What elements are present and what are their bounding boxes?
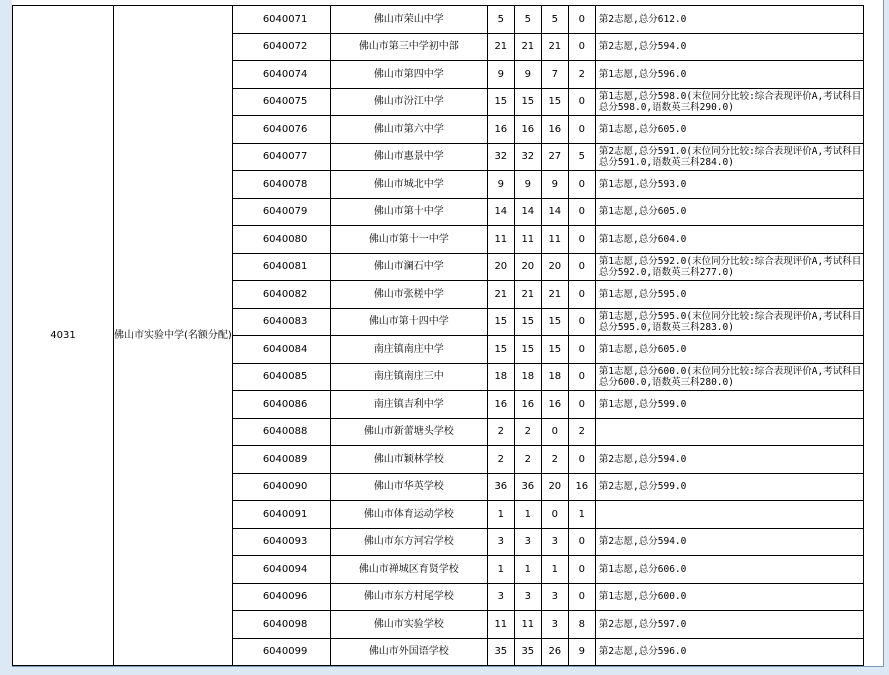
quota-cell: 2: [487, 418, 514, 446]
quota-cell: 1: [487, 501, 514, 529]
planned-cell: 2: [514, 446, 541, 474]
source-school-code-cell: 6040098: [232, 611, 330, 639]
remaining-cell: 0: [568, 226, 595, 254]
quota-cell: 9: [487, 171, 514, 199]
remaining-cell: 0: [568, 363, 595, 391]
quota-cell: 16: [487, 116, 514, 144]
admitted-cell: 1: [541, 556, 568, 584]
document-page: [12, 0, 884, 667]
source-school-code-cell: 6040083: [232, 308, 330, 336]
admitted-cell: 15: [541, 88, 568, 116]
quota-cell: 32: [487, 143, 514, 171]
admitted-cell: 26: [541, 638, 568, 666]
remaining-cell: 0: [568, 336, 595, 364]
remaining-cell: 0: [568, 198, 595, 226]
district-code-cell: 4031: [13, 6, 114, 666]
cutoff-note-cell: 第1志愿,总分604.0: [595, 226, 863, 254]
cutoff-note-cell: 第1志愿,总分592.0(末位同分比较:综合表现评价A,考试科目总分592.0,语数英三科277.0): [595, 253, 863, 281]
source-school-name-cell: 佛山市第十中学: [330, 198, 487, 226]
admitted-cell: 21: [541, 33, 568, 61]
planned-cell: 15: [514, 336, 541, 364]
source-school-code-cell: 6040081: [232, 253, 330, 281]
admitted-cell: 3: [541, 583, 568, 611]
remaining-cell: 0: [568, 583, 595, 611]
source-school-code-cell: 6040078: [232, 171, 330, 199]
quota-cell: 1: [487, 556, 514, 584]
planned-cell: 1: [514, 556, 541, 584]
source-school-name-cell: 佛山市东方村尾学校: [330, 583, 487, 611]
remaining-cell: 9: [568, 638, 595, 666]
cutoff-note-cell: 第1志愿,总分596.0: [595, 61, 863, 89]
quota-cell: 21: [487, 281, 514, 309]
cutoff-note-cell: 第2志愿,总分597.0: [595, 611, 863, 639]
source-school-code-cell: 6040072: [232, 33, 330, 61]
source-school-name-cell: 佛山市禅城区育贤学校: [330, 556, 487, 584]
planned-cell: 32: [514, 143, 541, 171]
cutoff-note-cell: 第2志愿,总分599.0: [595, 473, 863, 501]
source-school-name-cell: 佛山市第十四中学: [330, 308, 487, 336]
source-school-code-cell: 6040075: [232, 88, 330, 116]
planned-cell: 16: [514, 391, 541, 419]
planned-cell: 15: [514, 308, 541, 336]
planned-cell: 3: [514, 583, 541, 611]
source-school-code-cell: 6040091: [232, 501, 330, 529]
admitted-cell: 5: [541, 6, 568, 34]
remaining-cell: 0: [568, 116, 595, 144]
source-school-name-cell: 佛山市第十一中学: [330, 226, 487, 254]
source-school-name-cell: 佛山市新蕾塘头学校: [330, 418, 487, 446]
cutoff-note-cell: 第2志愿,总分591.0(末位同分比较:综合表现评价A,考试科目总分591.0,语数英三科284.0): [595, 143, 863, 171]
planned-cell: 9: [514, 171, 541, 199]
admitted-cell: 15: [541, 308, 568, 336]
remaining-cell: 0: [568, 171, 595, 199]
quota-cell: 36: [487, 473, 514, 501]
planned-cell: 35: [514, 638, 541, 666]
cutoff-note-cell: 第1志愿,总分598.0(末位同分比较:综合表现评价A,考试科目总分598.0,语数英三科290.0): [595, 88, 863, 116]
cutoff-note-cell: 第2志愿,总分594.0: [595, 33, 863, 61]
quota-cell: 11: [487, 611, 514, 639]
source-school-name-cell: 佛山市城北中学: [330, 171, 487, 199]
source-school-name-cell: 佛山市外国语学校: [330, 638, 487, 666]
remaining-cell: 0: [568, 281, 595, 309]
source-school-code-cell: 6040093: [232, 528, 330, 556]
quota-cell: 2: [487, 446, 514, 474]
source-school-code-cell: 6040082: [232, 281, 330, 309]
planned-cell: 20: [514, 253, 541, 281]
school-name-cell: 佛山市实验中学(名额分配): [114, 6, 233, 666]
source-school-name-cell: 佛山市张槎中学: [330, 281, 487, 309]
cutoff-note-cell: 第1志愿,总分599.0: [595, 391, 863, 419]
cutoff-note-cell: 第1志愿,总分595.0(末位同分比较:综合表现评价A,考试科目总分595.0,语数英三科283.0): [595, 308, 863, 336]
cutoff-note-cell: 第2志愿,总分594.0: [595, 528, 863, 556]
source-school-code-cell: 6040074: [232, 61, 330, 89]
planned-cell: 2: [514, 418, 541, 446]
source-school-name-cell: 佛山市荣山中学: [330, 6, 487, 34]
planned-cell: 15: [514, 88, 541, 116]
admitted-cell: 20: [541, 473, 568, 501]
remaining-cell: 1: [568, 501, 595, 529]
source-school-name-cell: 佛山市实验学校: [330, 611, 487, 639]
source-school-code-cell: 6040099: [232, 638, 330, 666]
cutoff-note-cell: 第2志愿,总分594.0: [595, 446, 863, 474]
source-school-code-cell: 6040096: [232, 583, 330, 611]
remaining-cell: 0: [568, 308, 595, 336]
source-school-name-cell: 南庄镇南庄中学: [330, 336, 487, 364]
admitted-cell: 21: [541, 281, 568, 309]
admitted-cell: 7: [541, 61, 568, 89]
planned-cell: 36: [514, 473, 541, 501]
source-school-code-cell: 6040094: [232, 556, 330, 584]
admitted-cell: 16: [541, 116, 568, 144]
cutoff-note-cell: [595, 501, 863, 529]
planned-cell: 11: [514, 226, 541, 254]
cutoff-note-cell: 第1志愿,总分593.0: [595, 171, 863, 199]
table-row: [13, 6, 864, 34]
source-school-code-cell: 6040084: [232, 336, 330, 364]
source-school-name-cell: 佛山市第四中学: [330, 61, 487, 89]
remaining-cell: 2: [568, 418, 595, 446]
source-school-name-cell: 佛山市汾江中学: [330, 88, 487, 116]
cutoff-note-cell: 第1志愿,总分606.0: [595, 556, 863, 584]
admitted-cell: 9: [541, 171, 568, 199]
quota-cell: 14: [487, 198, 514, 226]
admitted-cell: 2: [541, 446, 568, 474]
planned-cell: 3: [514, 528, 541, 556]
quota-cell: 15: [487, 308, 514, 336]
admitted-cell: 3: [541, 611, 568, 639]
source-school-name-cell: 南庄镇南庄三中: [330, 363, 487, 391]
remaining-cell: 0: [568, 6, 595, 34]
planned-cell: 9: [514, 61, 541, 89]
quota-cell: 11: [487, 226, 514, 254]
admitted-cell: 18: [541, 363, 568, 391]
admitted-cell: 15: [541, 336, 568, 364]
remaining-cell: 0: [568, 528, 595, 556]
source-school-code-cell: 6040088: [232, 418, 330, 446]
source-school-code-cell: 6040077: [232, 143, 330, 171]
source-school-code-cell: 6040076: [232, 116, 330, 144]
quota-cell: 21: [487, 33, 514, 61]
admitted-cell: 16: [541, 391, 568, 419]
quota-cell: 3: [487, 528, 514, 556]
admitted-cell: 27: [541, 143, 568, 171]
cutoff-note-cell: 第1志愿,总分605.0: [595, 336, 863, 364]
source-school-name-cell: 佛山市第六中学: [330, 116, 487, 144]
remaining-cell: 5: [568, 143, 595, 171]
source-school-name-cell: 佛山市颖林学校: [330, 446, 487, 474]
source-school-code-cell: 6040089: [232, 446, 330, 474]
cutoff-note-cell: 第2志愿,总分612.0: [595, 6, 863, 34]
quota-cell: 18: [487, 363, 514, 391]
source-school-name-cell: 佛山市华英学校: [330, 473, 487, 501]
quota-cell: 16: [487, 391, 514, 419]
source-school-code-cell: 6040080: [232, 226, 330, 254]
source-school-code-cell: 6040086: [232, 391, 330, 419]
source-school-code-cell: 6040085: [232, 363, 330, 391]
quota-cell: 5: [487, 6, 514, 34]
cutoff-note-cell: 第1志愿,总分605.0: [595, 198, 863, 226]
source-school-code-cell: 6040079: [232, 198, 330, 226]
remaining-cell: 0: [568, 391, 595, 419]
admitted-cell: 3: [541, 528, 568, 556]
remaining-cell: 16: [568, 473, 595, 501]
quota-cell: 15: [487, 88, 514, 116]
cutoff-note-cell: 第1志愿,总分600.0(末位同分比较:综合表现评价A,考试科目总分600.0,语数英三科280.0): [595, 363, 863, 391]
cutoff-note-cell: [595, 418, 863, 446]
source-school-code-cell: 6040090: [232, 473, 330, 501]
admitted-cell: 14: [541, 198, 568, 226]
planned-cell: 21: [514, 281, 541, 309]
planned-cell: 5: [514, 6, 541, 34]
remaining-cell: 8: [568, 611, 595, 639]
planned-cell: 11: [514, 611, 541, 639]
planned-cell: 18: [514, 363, 541, 391]
remaining-cell: 0: [568, 253, 595, 281]
remaining-cell: 0: [568, 556, 595, 584]
planned-cell: 1: [514, 501, 541, 529]
remaining-cell: 2: [568, 61, 595, 89]
cutoff-note-cell: 第2志愿,总分596.0: [595, 638, 863, 666]
quota-cell: 3: [487, 583, 514, 611]
source-school-name-cell: 佛山市体育运动学校: [330, 501, 487, 529]
remaining-cell: 0: [568, 446, 595, 474]
remaining-cell: 0: [568, 33, 595, 61]
cutoff-note-cell: 第1志愿,总分600.0: [595, 583, 863, 611]
admitted-cell: 20: [541, 253, 568, 281]
remaining-cell: 0: [568, 88, 595, 116]
source-school-name-cell: 佛山市澜石中学: [330, 253, 487, 281]
source-school-name-cell: 南庄镇吉利中学: [330, 391, 487, 419]
quota-cell: 20: [487, 253, 514, 281]
planned-cell: 21: [514, 33, 541, 61]
quota-cell: 35: [487, 638, 514, 666]
admitted-cell: 0: [541, 418, 568, 446]
quota-cell: 9: [487, 61, 514, 89]
cutoff-note-cell: 第1志愿,总分595.0: [595, 281, 863, 309]
source-school-code-cell: 6040071: [232, 6, 330, 34]
source-school-name-cell: 佛山市惠景中学: [330, 143, 487, 171]
quota-cell: 15: [487, 336, 514, 364]
admission-table: [12, 5, 864, 666]
planned-cell: 16: [514, 116, 541, 144]
admitted-cell: 11: [541, 226, 568, 254]
source-school-name-cell: 佛山市第三中学初中部: [330, 33, 487, 61]
cutoff-note-cell: 第1志愿,总分605.0: [595, 116, 863, 144]
planned-cell: 14: [514, 198, 541, 226]
admitted-cell: 0: [541, 501, 568, 529]
source-school-name-cell: 佛山市东方河宕学校: [330, 528, 487, 556]
